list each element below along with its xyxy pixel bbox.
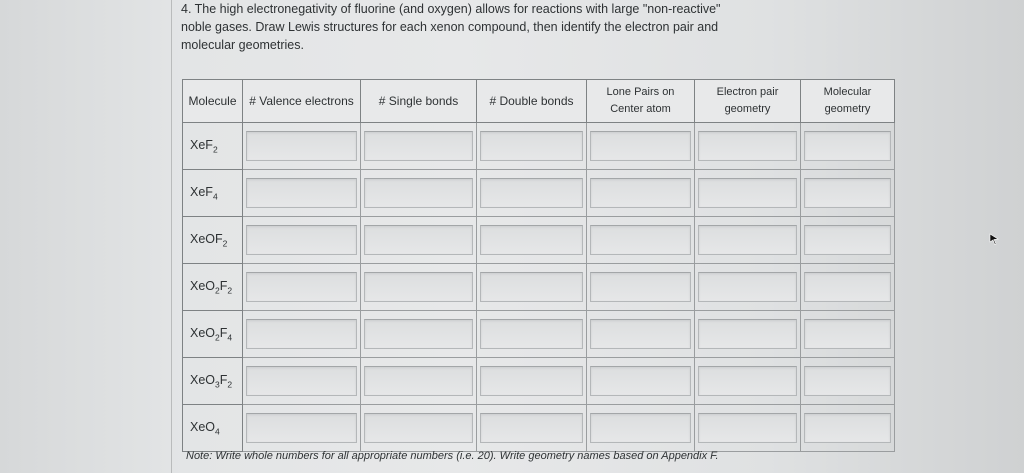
electron-pair-geometry-input[interactable]: [698, 225, 797, 255]
cell-electron-pair-geometry: [695, 311, 801, 358]
formula-part-mid: F: [219, 325, 228, 340]
cell-molecular-geometry: [801, 123, 895, 170]
electron-pair-geometry-input[interactable]: [698, 131, 797, 161]
table-row: [183, 170, 895, 217]
cell-single-bonds: [361, 311, 477, 358]
table-row: [183, 405, 895, 452]
formula-part-sub1: 2: [215, 332, 220, 343]
lone-pairs-input[interactable]: [590, 178, 691, 208]
cell-valence-electrons: [243, 217, 361, 264]
lone-pairs-input[interactable]: [590, 319, 691, 349]
double-bonds-input[interactable]: [480, 319, 583, 349]
lone-pairs-input[interactable]: [590, 131, 691, 161]
cell-valence-electrons: [243, 170, 361, 217]
mouse-pointer-icon: [988, 233, 1000, 245]
cell-molecular-geometry: [801, 264, 895, 311]
cell-valence-electrons: [243, 123, 361, 170]
molecule-formula: [183, 311, 243, 358]
cell-electron-pair-geometry: [695, 123, 801, 170]
single-bonds-input[interactable]: [364, 131, 473, 161]
cell-double-bonds: [477, 358, 587, 405]
cell-single-bonds: [361, 123, 477, 170]
cell-lone-pairs: [587, 311, 695, 358]
cell-electron-pair-geometry: [695, 405, 801, 452]
table-row: [183, 311, 895, 358]
formula-part-sub2: 2: [227, 379, 233, 390]
valence-electrons-input[interactable]: [246, 272, 357, 302]
cell-valence-electrons: [243, 358, 361, 405]
header-row: [183, 80, 895, 123]
formula-part-base: XeOF: [190, 231, 223, 246]
valence-electrons-input[interactable]: [246, 319, 357, 349]
formula-part-sub1: 2: [222, 238, 228, 249]
table-row: [183, 264, 895, 311]
cell-lone-pairs: [587, 405, 695, 452]
formula-part-mid: F: [219, 372, 228, 387]
cell-molecular-geometry: [801, 405, 895, 452]
electron-pair-geometry-input[interactable]: [698, 413, 797, 443]
cell-valence-electrons: [243, 311, 361, 358]
formula-part-sub1: 2: [212, 144, 218, 155]
valence-electrons-input[interactable]: [246, 366, 357, 396]
single-bonds-input[interactable]: [364, 225, 473, 255]
formula-part-base: XeF: [190, 184, 213, 199]
header-molecular-geometry: Molecular geometry: [801, 80, 895, 123]
molecular-geometry-input[interactable]: [804, 319, 891, 349]
cell-lone-pairs: [587, 358, 695, 405]
molecule-formula: [183, 217, 243, 264]
molecular-geometry-input[interactable]: [804, 225, 891, 255]
lone-pairs-input[interactable]: [590, 366, 691, 396]
molecule-formula: [183, 170, 243, 217]
electron-pair-geometry-input[interactable]: [698, 178, 797, 208]
header-valence-electrons: # Valence electrons: [243, 80, 361, 123]
valence-electrons-input[interactable]: [246, 131, 357, 161]
molecule-formula: [183, 358, 243, 405]
cell-double-bonds: [477, 311, 587, 358]
electron-pair-geometry-input[interactable]: [698, 319, 797, 349]
cell-double-bonds: [477, 405, 587, 452]
cell-valence-electrons: [243, 405, 361, 452]
double-bonds-input[interactable]: [480, 178, 583, 208]
formula-part-base: XeO: [190, 372, 216, 387]
lone-pairs-input[interactable]: [590, 413, 691, 443]
electron-pair-geometry-input[interactable]: [698, 272, 797, 302]
molecular-geometry-input[interactable]: [804, 131, 891, 161]
cell-valence-electrons: [243, 264, 361, 311]
cell-lone-pairs: [587, 123, 695, 170]
molecule-formula: [183, 405, 243, 452]
single-bonds-input[interactable]: [364, 178, 473, 208]
formula-part-base: XeO: [190, 325, 216, 340]
valence-electrons-input[interactable]: [246, 178, 357, 208]
question-line-3: molecular geometries.: [181, 38, 304, 52]
cell-single-bonds: [361, 405, 477, 452]
cell-double-bonds: [477, 170, 587, 217]
molecular-geometry-input[interactable]: [804, 366, 891, 396]
xenon-compounds-table: [182, 79, 895, 452]
cell-double-bonds: [477, 217, 587, 264]
header-double-bonds: # Double bonds: [477, 80, 587, 123]
formula-part-mid: F: [219, 278, 228, 293]
single-bonds-input[interactable]: [364, 319, 473, 349]
header-electron-pair-geometry: Electron pair geometry: [695, 80, 801, 123]
formula-part-base: XeO: [190, 419, 216, 434]
double-bonds-input[interactable]: [480, 272, 583, 302]
formula-part-base: XeF: [190, 137, 213, 152]
formula-part-sub2: 2: [227, 285, 233, 296]
cell-electron-pair-geometry: [695, 170, 801, 217]
electron-pair-geometry-input[interactable]: [698, 366, 797, 396]
note-text: Note: Write whole numbers for all appropriate numbers (i.e. 20). Write geometry names based on Appendix F.: [186, 450, 719, 462]
cell-single-bonds: [361, 358, 477, 405]
single-bonds-input[interactable]: [364, 366, 473, 396]
formula-part-sub1: 4: [212, 191, 218, 202]
table-row: [183, 358, 895, 405]
valence-electrons-input[interactable]: [246, 225, 357, 255]
cell-single-bonds: [361, 170, 477, 217]
cell-molecular-geometry: [801, 311, 895, 358]
cell-lone-pairs: [587, 264, 695, 311]
lone-pairs-input[interactable]: [590, 272, 691, 302]
molecular-geometry-input[interactable]: [804, 413, 891, 443]
single-bonds-input[interactable]: [364, 272, 473, 302]
double-bonds-input[interactable]: [480, 366, 583, 396]
table-body: [183, 123, 895, 452]
question-line-2: noble gases. Draw Lewis structures for each xenon compound, then identify the electron pair and: [181, 20, 719, 34]
cell-single-bonds: [361, 217, 477, 264]
double-bonds-input[interactable]: [480, 413, 583, 443]
formula-part-sub2: 4: [227, 332, 233, 343]
cell-molecular-geometry: [801, 170, 895, 217]
cell-electron-pair-geometry: [695, 217, 801, 264]
cell-double-bonds: [477, 264, 587, 311]
cell-single-bonds: [361, 264, 477, 311]
cell-lone-pairs: [587, 170, 695, 217]
molecular-geometry-input[interactable]: [804, 272, 891, 302]
cell-double-bonds: [477, 123, 587, 170]
cell-electron-pair-geometry: [695, 264, 801, 311]
header-single-bonds: # Single bonds: [361, 80, 477, 123]
cell-molecular-geometry: [801, 217, 895, 264]
molecule-formula: [183, 123, 243, 170]
double-bonds-input[interactable]: [480, 131, 583, 161]
molecular-geometry-input[interactable]: [804, 178, 891, 208]
valence-electrons-input[interactable]: [246, 413, 357, 443]
formula-part-sub1: 3: [215, 379, 220, 390]
cell-molecular-geometry: [801, 358, 895, 405]
molecule-formula: [183, 264, 243, 311]
single-bonds-input[interactable]: [364, 413, 473, 443]
cell-lone-pairs: [587, 217, 695, 264]
question-text: [181, 0, 771, 54]
lone-pairs-input[interactable]: [590, 225, 691, 255]
double-bonds-input[interactable]: [480, 225, 583, 255]
header-lone-pairs: Lone Pairs on Center atom: [587, 80, 695, 123]
table-row: [183, 123, 895, 170]
formula-part-base: XeO: [190, 278, 216, 293]
table-row: [183, 217, 895, 264]
formula-part-sub1: 2: [215, 285, 220, 296]
formula-part-sub1: 4: [215, 426, 220, 437]
cell-electron-pair-geometry: [695, 358, 801, 405]
header-molecule: Molecule: [183, 80, 243, 123]
question-line-1: 4. The high electronegativity of fluorine (and oxygen) allows for reactions with large "non-reactive": [181, 2, 721, 16]
